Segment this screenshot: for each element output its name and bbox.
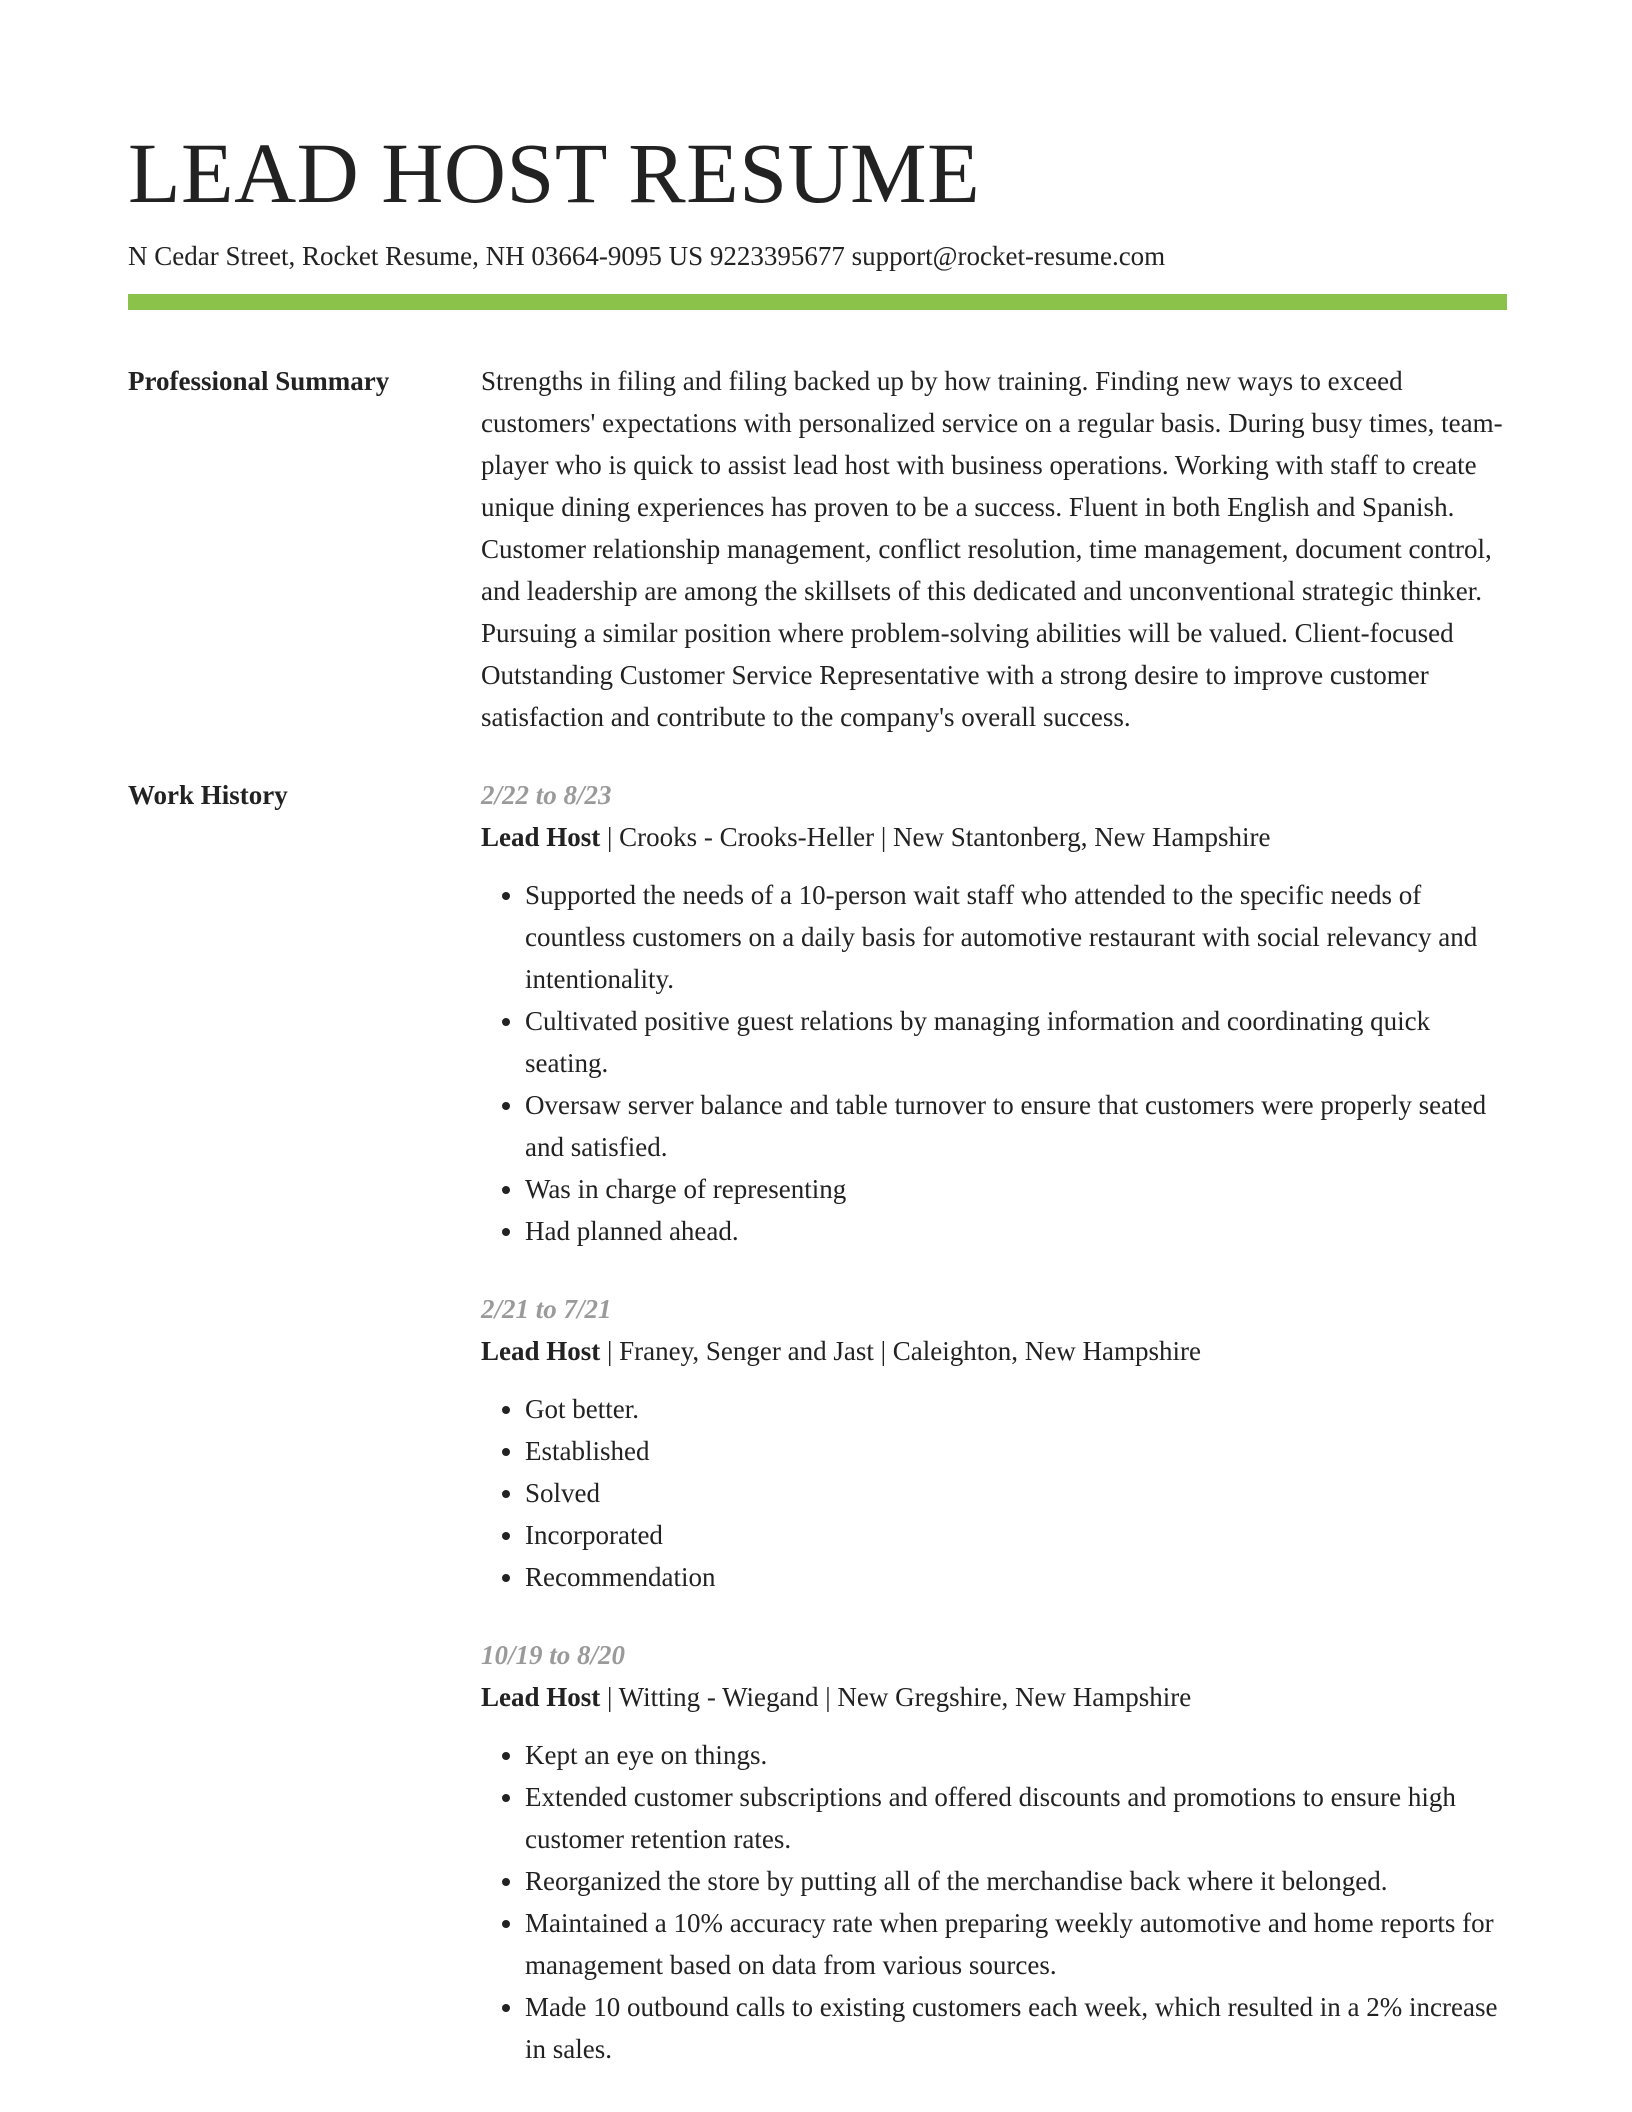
- job-title-line: [481, 816, 1507, 858]
- list-item: • Kept an eye on things.: [525, 1734, 1507, 1776]
- list-item: • Got better.: [525, 1388, 1507, 1430]
- list-item: • Had planned ahead.: [525, 1210, 1507, 1252]
- list-item: • Extended customer subscriptions and offered discounts and promotions to ensure high customer retention rates.: [525, 1776, 1507, 1860]
- list-item: • Recommendation: [525, 1556, 1507, 1598]
- job-title-line: [481, 1330, 1507, 1372]
- page-title: LEAD HOST RESUME: [128, 125, 981, 221]
- list-item: • Cultivated positive guest relations by managing information and coordinating quick seating.: [525, 1000, 1507, 1084]
- job-details: | Crooks - Crooks-Heller | New Stantonberg, New Hampshire: [600, 822, 1271, 852]
- resume-page: [128, 118, 1507, 2106]
- list-item: • Solved: [525, 1472, 1507, 1514]
- job-title-line: [481, 1676, 1507, 1718]
- summary-text: Strengths in filing and filing backed up by how training. Finding new ways to exceed customers' expectations with personalized service on a regular basis. During busy times, team-player who is quick to assist lead host with business operations. Working with staff to create unique dining experiences has proven to be a success. Fluent in both English and Spanish. Customer relationship management, conflict resolution, time management, document control, and leadership are among the skillsets of this dedicated and unconventional strategic thinker. Pursuing a similar position where problem-solving abilities will be valued. Client-focused Outstanding Customer Service Representative with a strong desire to improve customer satisfaction and contribute to the company's overall success.: [481, 366, 1503, 732]
- list-item: • Oversaw server balance and table turnover to ensure that customers were properly seated and satisfied.: [525, 1084, 1507, 1168]
- job-bullets: [481, 1388, 1507, 1598]
- job-entry: [481, 774, 1507, 1252]
- list-item: • Incorporated: [525, 1514, 1507, 1556]
- job-dates: 2/21 to 7/21: [481, 1294, 612, 1324]
- job-bullets: [481, 1734, 1507, 2070]
- list-item: • Was in charge of representing: [525, 1168, 1507, 1210]
- job-role: Lead Host: [481, 1336, 601, 1366]
- summary-section: [128, 360, 1507, 738]
- contact-info: N Cedar Street, Rocket Resume, NH 03664-9095 US 9223395677 support@rocket-resume.com: [128, 241, 1166, 271]
- job-dates: 2/22 to 8/23: [481, 780, 612, 810]
- list-item: • Supported the needs of a 10-person wait staff who attended to the specific needs of countless customers on a daily basis for automotive restaurant with social relevancy and intentionality.: [525, 874, 1507, 1000]
- job-role: Lead Host: [481, 1682, 601, 1712]
- work-history-section: [128, 774, 1507, 2106]
- job-dates: 10/19 to 8/20: [481, 1640, 626, 1670]
- list-item: • Reorganized the store by putting all of the merchandise back where it belonged.: [525, 1860, 1507, 1902]
- section-label-work-history: Work History: [128, 780, 288, 810]
- list-item: • Maintained a 10% accuracy rate when preparing weekly automotive and home reports for management based on data from various sources.: [525, 1902, 1507, 1986]
- job-bullets: [481, 874, 1507, 1252]
- header-divider: [128, 294, 1507, 310]
- job-entry: [481, 1634, 1507, 2070]
- job-details: | Franey, Senger and Jast | Caleighton, New Hampshire: [600, 1336, 1201, 1366]
- job-entry: [481, 1288, 1507, 1598]
- job-details: | Witting - Wiegand | New Gregshire, New Hampshire: [600, 1682, 1192, 1712]
- section-label-summary: Professional Summary: [128, 366, 390, 396]
- list-item: • Established: [525, 1430, 1507, 1472]
- list-item: • Made 10 outbound calls to existing customers each week, which resulted in a 2% increase in sales.: [525, 1986, 1507, 2070]
- job-role: Lead Host: [481, 822, 601, 852]
- work-history-list: [481, 774, 1507, 2106]
